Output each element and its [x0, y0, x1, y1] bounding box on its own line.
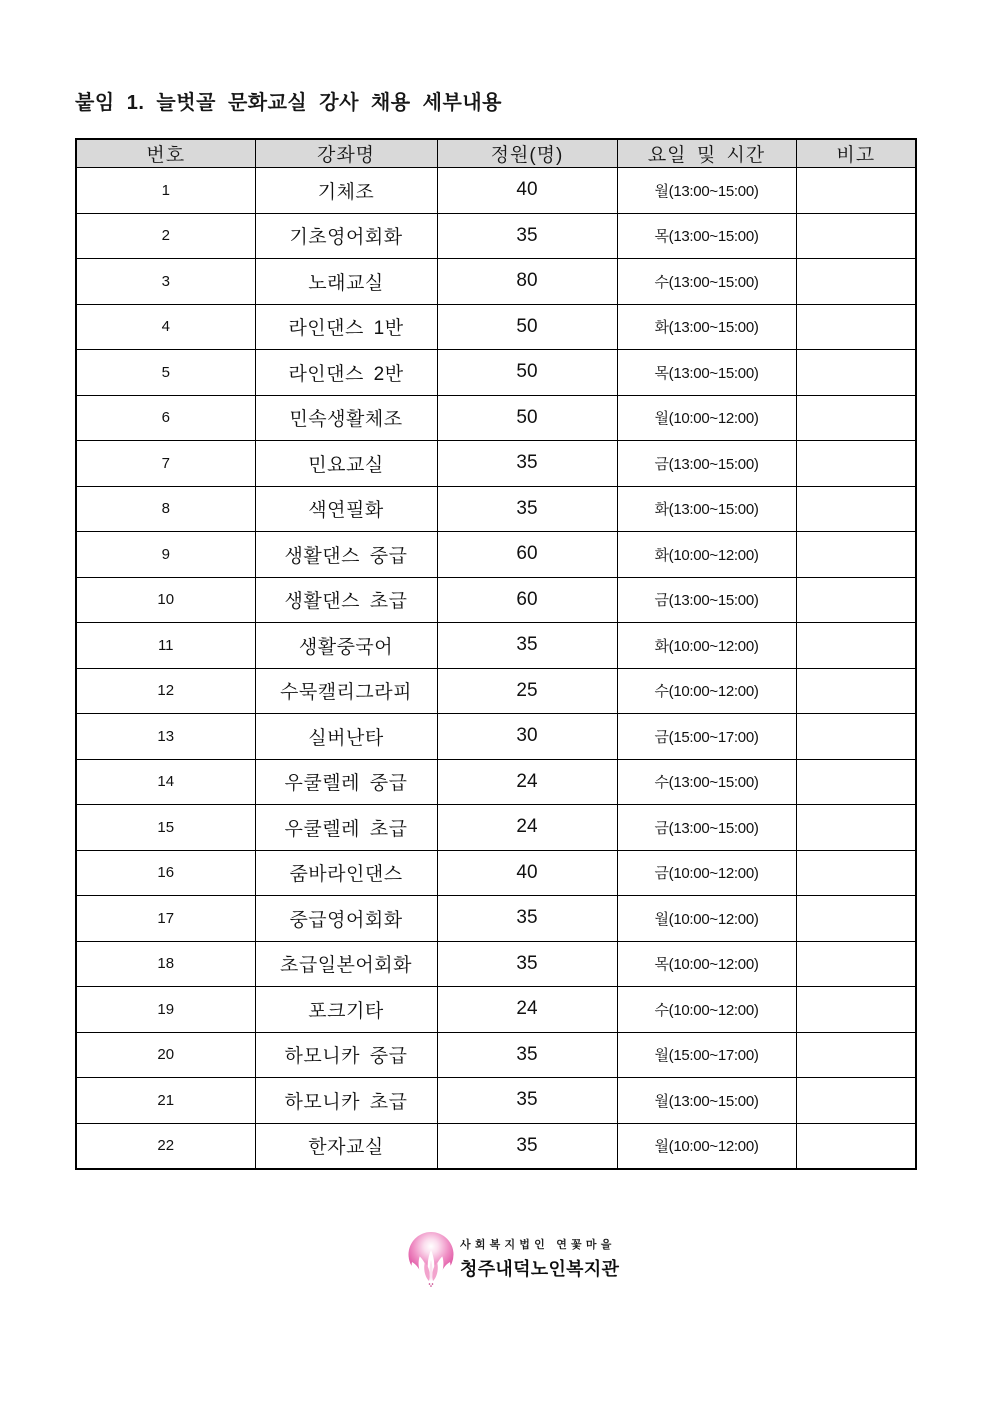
cell-capacity: 60 [437, 577, 617, 623]
table-row [76, 850, 916, 896]
table-row [76, 532, 916, 578]
cell-number: 7 [76, 441, 255, 487]
table-row [76, 441, 916, 487]
cell-number: 8 [76, 486, 255, 532]
organization-name: 청주내덕노인복지관 [460, 1259, 620, 1279]
cell-course-name: 기초영어회화 [255, 213, 437, 259]
cell-capacity: 50 [437, 350, 617, 396]
course-table [75, 138, 917, 1170]
page-title: 붙임 1. 늘벗골 문화교실 강사 채용 세부내용 [75, 92, 502, 114]
table-row [76, 304, 916, 350]
cell-course-name: 중급영어회화 [255, 896, 437, 942]
cell-course-name: 우쿨렐레 초급 [255, 805, 437, 851]
cell-number: 22 [76, 1123, 255, 1169]
cell-capacity: 35 [437, 896, 617, 942]
cell-capacity: 25 [437, 668, 617, 714]
cell-capacity: 35 [437, 486, 617, 532]
column-header-2: 강좌명 [255, 139, 437, 168]
cell-number: 5 [76, 350, 255, 396]
cell-course-name: 줌바라인댄스 [255, 850, 437, 896]
cell-number: 21 [76, 1078, 255, 1124]
cell-schedule: 수(13:00~15:00) [617, 759, 796, 805]
cell-schedule: 월(10:00~12:00) [617, 896, 796, 942]
cell-course-name: 라인댄스 2반 [255, 350, 437, 396]
cell-schedule: 월(13:00~15:00) [617, 168, 796, 214]
cell-note [796, 805, 916, 851]
cell-course-name: 실버난타 [255, 714, 437, 760]
cell-number: 18 [76, 941, 255, 987]
cell-course-name: 생활중국어 [255, 623, 437, 669]
cell-course-name: 민속생활체조 [255, 395, 437, 441]
cell-note [796, 896, 916, 942]
table-row [76, 623, 916, 669]
cell-capacity: 35 [437, 441, 617, 487]
cell-note [796, 1078, 916, 1124]
cell-number: 4 [76, 304, 255, 350]
cell-capacity: 35 [437, 1078, 617, 1124]
cell-capacity: 35 [437, 941, 617, 987]
cell-capacity: 30 [437, 714, 617, 760]
cell-number: 9 [76, 532, 255, 578]
cell-course-name: 수묵캘리그라피 [255, 668, 437, 714]
cell-schedule: 금(10:00~12:00) [617, 850, 796, 896]
column-header-5: 비고 [796, 139, 916, 168]
table-row [76, 987, 916, 1033]
cell-note [796, 850, 916, 896]
cell-course-name: 한자교실 [255, 1123, 437, 1169]
cell-note [796, 213, 916, 259]
cell-number: 20 [76, 1032, 255, 1078]
cell-note [796, 486, 916, 532]
cell-number: 16 [76, 850, 255, 896]
cell-course-name: 하모니카 중급 [255, 1032, 437, 1078]
cell-schedule: 월(15:00~17:00) [617, 1032, 796, 1078]
course-table-container [75, 138, 917, 1170]
cell-schedule: 월(13:00~15:00) [617, 1078, 796, 1124]
cell-note [796, 1123, 916, 1169]
cell-number: 13 [76, 714, 255, 760]
cell-schedule: 수(10:00~12:00) [617, 668, 796, 714]
cell-schedule: 화(13:00~15:00) [617, 304, 796, 350]
table-row [76, 395, 916, 441]
table-row [76, 213, 916, 259]
cell-schedule: 목(13:00~15:00) [617, 350, 796, 396]
cell-number: 1 [76, 168, 255, 214]
cell-schedule: 월(10:00~12:00) [617, 395, 796, 441]
table-row [76, 1078, 916, 1124]
cell-note [796, 668, 916, 714]
cell-note [796, 987, 916, 1033]
cell-capacity: 60 [437, 532, 617, 578]
table-row [76, 350, 916, 396]
table-header-row [76, 139, 916, 168]
cell-number: 19 [76, 987, 255, 1033]
table-row [76, 259, 916, 305]
cell-number: 11 [76, 623, 255, 669]
cell-note [796, 259, 916, 305]
cell-number: 10 [76, 577, 255, 623]
cell-schedule: 금(13:00~15:00) [617, 805, 796, 851]
table-row [76, 896, 916, 942]
cell-course-name: 생활댄스 중급 [255, 532, 437, 578]
cell-note [796, 395, 916, 441]
lotus-flower-icon [406, 1231, 456, 1291]
cell-number: 12 [76, 668, 255, 714]
table-row [76, 1123, 916, 1169]
cell-schedule: 금(13:00~15:00) [617, 441, 796, 487]
table-row [76, 486, 916, 532]
cell-capacity: 35 [437, 623, 617, 669]
cell-capacity: 35 [437, 1123, 617, 1169]
cell-capacity: 35 [437, 213, 617, 259]
cell-note [796, 577, 916, 623]
cell-course-name: 노래교실 [255, 259, 437, 305]
cell-note [796, 623, 916, 669]
cell-note [796, 1032, 916, 1078]
cell-note [796, 532, 916, 578]
cell-schedule: 화(13:00~15:00) [617, 486, 796, 532]
cell-note [796, 759, 916, 805]
table-row [76, 941, 916, 987]
cell-capacity: 50 [437, 395, 617, 441]
cell-schedule: 금(15:00~17:00) [617, 714, 796, 760]
table-row [76, 759, 916, 805]
table-row [76, 805, 916, 851]
cell-schedule: 화(10:00~12:00) [617, 623, 796, 669]
cell-course-name: 포크기타 [255, 987, 437, 1033]
table-row [76, 668, 916, 714]
cell-note [796, 941, 916, 987]
cell-schedule: 목(13:00~15:00) [617, 213, 796, 259]
cell-schedule: 화(10:00~12:00) [617, 532, 796, 578]
cell-number: 6 [76, 395, 255, 441]
column-header-1: 번호 [76, 139, 255, 168]
cell-course-name: 민요교실 [255, 441, 437, 487]
cell-course-name: 생활댄스 초급 [255, 577, 437, 623]
cell-number: 2 [76, 213, 255, 259]
table-row [76, 168, 916, 214]
cell-capacity: 24 [437, 805, 617, 851]
table-row [76, 714, 916, 760]
organization-text [460, 1231, 619, 1281]
cell-course-name: 하모니카 초급 [255, 1078, 437, 1124]
cell-schedule: 월(10:00~12:00) [617, 1123, 796, 1169]
cell-note [796, 350, 916, 396]
cell-number: 14 [76, 759, 255, 805]
column-header-4: 요일 및 시간 [617, 139, 796, 168]
cell-number: 15 [76, 805, 255, 851]
cell-number: 3 [76, 259, 255, 305]
cell-schedule: 목(10:00~12:00) [617, 941, 796, 987]
cell-course-name: 초급일본어회화 [255, 941, 437, 987]
cell-note [796, 304, 916, 350]
cell-course-name: 라인댄스 1반 [255, 304, 437, 350]
cell-schedule: 수(10:00~12:00) [617, 987, 796, 1033]
organization-logo [406, 1231, 619, 1291]
cell-number: 17 [76, 896, 255, 942]
cell-course-name: 기체조 [255, 168, 437, 214]
cell-schedule: 금(13:00~15:00) [617, 577, 796, 623]
cell-capacity: 35 [437, 1032, 617, 1078]
cell-note [796, 441, 916, 487]
cell-capacity: 40 [437, 168, 617, 214]
cell-schedule: 수(13:00~15:00) [617, 259, 796, 305]
cell-course-name: 우쿨렐레 중급 [255, 759, 437, 805]
table-row [76, 577, 916, 623]
cell-note [796, 714, 916, 760]
cell-note [796, 168, 916, 214]
cell-capacity: 24 [437, 759, 617, 805]
cell-capacity: 80 [437, 259, 617, 305]
table-body [76, 168, 916, 1169]
organization-tagline: 사회복지법인 연꽃마을 [460, 1239, 616, 1251]
cell-capacity: 50 [437, 304, 617, 350]
column-header-3: 정원(명) [437, 139, 617, 168]
cell-course-name: 색연필화 [255, 486, 437, 532]
table-row [76, 1032, 916, 1078]
cell-capacity: 40 [437, 850, 617, 896]
cell-capacity: 24 [437, 987, 617, 1033]
